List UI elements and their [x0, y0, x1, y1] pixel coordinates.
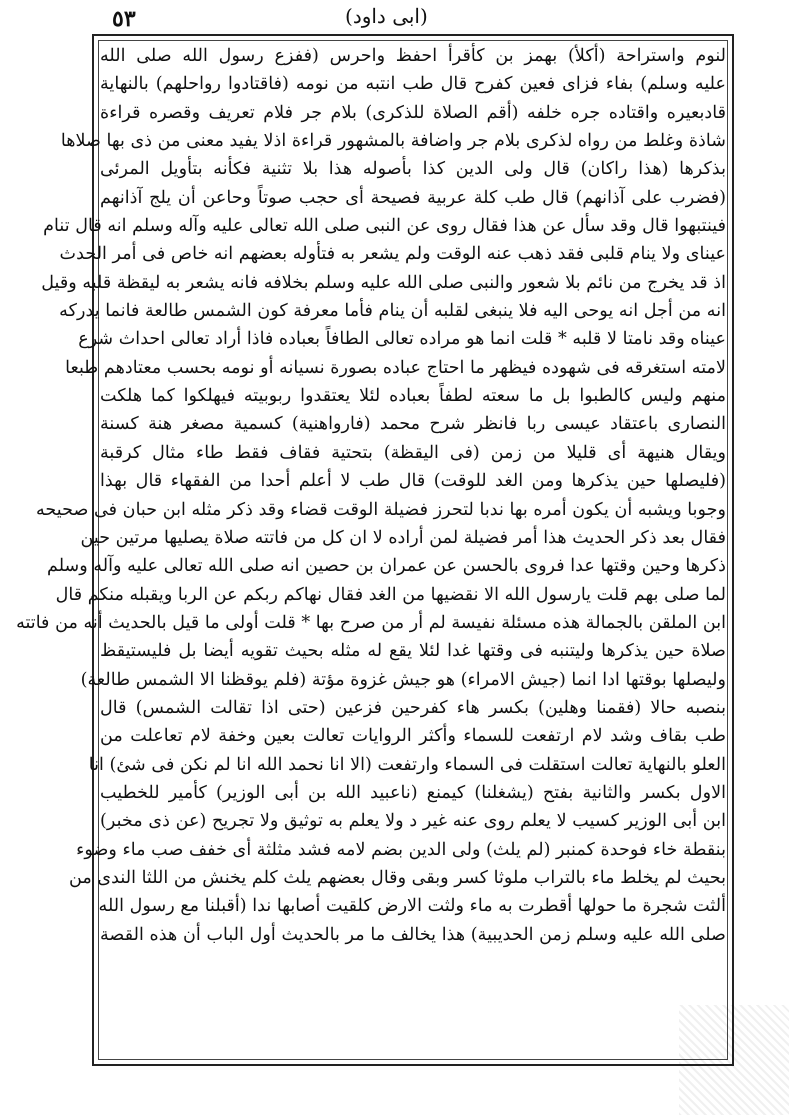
text-line: الاول بكسر والثانية بفتح (يشغلنا) كيمنع (ناعبيد الله بن أبى الوزير) كأمير للخطيب [100, 782, 726, 803]
text-line: وليصلها بوقتها ادا انما (جيش الامراء) هو جيش غزوة مؤتة (فلم يوقظنا الا الشمس طالعة) [80, 669, 726, 690]
text-line: فقال بعد ذكر الحديث هذا أمر فضيلة لمن أراده لا ان كل من فاتته صلاة يصليها مرتين حين [80, 527, 726, 548]
text-line: النصارى باعتقاد عيسى ربا فانظر شرح محمد (فارواهنية) كسمية مصغر هنة كسنة [100, 414, 726, 435]
text-line: ابن الملقن بالجمالة هذه مسئلة نفيسة لم أر من صرح بها * قلت أولى ما قيل بالحديث أنه من فاتته [16, 612, 726, 633]
text-line: انه من أجل انه يوحى اليه فلا ينبغى لقلبه أن ينام فأما معرفة كون الشمس طالعة فانما يدركه [59, 301, 726, 322]
text-line: ابن أبى الوزير كسيب لا يعلم روى عنه غير د ولا يعلم به توثيق ولا تجريح (عن ذى مخبر) [100, 811, 726, 832]
text-line: صلاة حين يذكرها وليتنبه فى وقتها غدا لئلا يقع له مثله بحيث تقويه أيضا بل فليستيقظ [100, 641, 726, 662]
text-line: طب بقاف وشد لام ارتفعت للسماء وأكثر الروايات تعالت بعين وخفة لام تعاعلت من [100, 726, 726, 747]
text-line: قادبعيره واقتاده جره خلفه (أقم الصلاة للذكرى) بلام جر فلام تعريف وقصره قراءة [100, 102, 727, 123]
text-line: لما صلى بهم قلت يارسول الله الا نقضيها من الغد فقال نهاكم ربكم عن الربا ويقبله منكم قال [55, 584, 726, 605]
text-line: عيناه وقد نامتا لا قلبه * قلت انما هو مراده تعالى الطافاً بعباده فاذا أراد تعالى احداث شرع [78, 329, 726, 350]
text-line: العلو بالنهاية تعالت استقلت فى السماء وارتفعت (الا انا نحمد الله انا لم نكن فى شئ) انا [88, 754, 726, 775]
text-line: ويقال هنيهة أى قليلا من زمن (فى اليقظة) بتحتية فقاف فقط طاء مثال كرقبة [100, 442, 726, 463]
text-line: لنوم واستراحة (أكلأ) بهمز بن كأقرأ احفظ واحرس (ففزع رسول الله صلى الله [100, 46, 726, 66]
text-line: صلى الله عليه وسلم زمن الحديبية) هذا يخالف ما مر بالحديث أول الباب أن هذه القصة [100, 924, 726, 945]
text-line: عيناى ولا ينام قلبى فقد ذهب عنه الوقت ولم يشعر به فتأوله بعضهم انه خاص فى أمر الحدث [59, 244, 726, 265]
text-line: وجوبا ويشبه أن يكون أمره بها ندبا لتحرز فضيلة الوقت قضاء وقد ذكر مثله ابن حبان فى صحيحه [36, 499, 726, 520]
page-number: ٥٣ [112, 6, 136, 32]
text-line: اذ قد يخرج من نائم بلا شعور والنبى صلى الله عليه وسلم بخلافه فانه يشعر به ليقظة قلبه وقيل [41, 272, 726, 293]
text-line: ذكرها وحين وقتها عدا فروى بالحسن عن عمران بن حصين انه صلى الله تعالى عليه وآله وسلم [46, 556, 726, 577]
text-line: بنصبه حالا (فقمنا وهلين) بكسر هاء كفرحين فزعين (حتى اذا تقالت الشمس) قال [100, 697, 726, 718]
text-line: (فضرب على آذانهم) قال طب كلة عربية فصيحة أى حجب صوتاً وحاعن أن يلج آذانهم [100, 187, 726, 208]
text-line: بحيث لم يخلط ماء بالتراب ملوثا كسر وبقى وقال بعضهم يلث كلم يخنش من اللثا الندى من [69, 867, 726, 888]
text-line: شاذة وغلط من رواه لذكرى بلام جر واضافة بالمشهور قراءة اذلا يفيد معنى من ذى بها صلاها [60, 131, 726, 152]
text-line: عليه وسلم) بفاء فزاى فعين كفرح قال طب انتبه من نومه (فاقتادوا رواحلهم) بالنهاية [100, 74, 726, 95]
running-head: (ابى داود) [345, 4, 428, 28]
text-line: بنقطة خاء فوحدة كمنبر (لم يلث) ولى الدين بضم لامه فشد مثلثة أى خفف صب ماء وضوء [76, 839, 726, 860]
text-line: ألثت شجرة ما حولها أقطرت به ماء ولثت الارض كلقيت أصابها ندا (أقبلنا مع رسول الله [98, 896, 726, 917]
text-line: (فليصلها حين يذكرها ومن الغد للوقت) قال طب لا أعلم أحدا من الفقهاء قال بهذا [100, 471, 726, 492]
text-line: لامته استغرقه فى شهوده فيظهر ما احتاج عباده بصورة نسيانه أو نومه بحسب معتادهم طبعا [65, 357, 726, 378]
text-line: بذكرها (هذا راكان) قال ولى الدين كذا بأصوله هذا بلا تثنية فكأنه بتأويل المرئى [100, 159, 726, 180]
text-body [16, 42, 727, 1058]
paper-texture [679, 1005, 789, 1115]
text-line: منهم وليس كالطبوا بل ما سعته لطفاً بعباده لئلا يعتقدوا ربوبيته فيهلكوا كما هلكت [100, 386, 726, 407]
text-line: فينتبهوا قال وقد سأل عن هذا فقال روى عن النبى صلى الله تعالى عليه وآله وسلم انه قال تنام [43, 216, 726, 237]
